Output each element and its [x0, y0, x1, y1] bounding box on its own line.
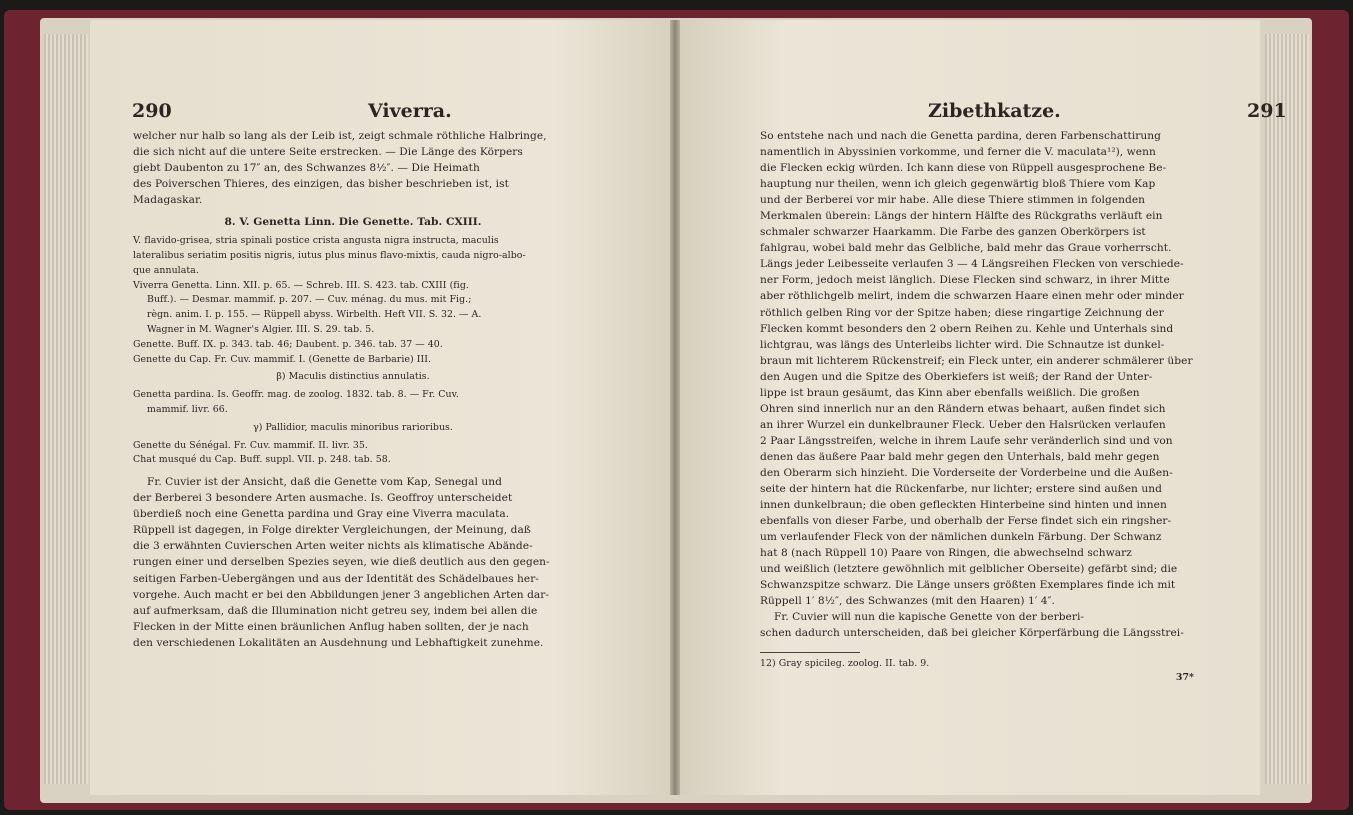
text-line: règn. anim. I. p. 155. — Rüppell abyss. Wirbelth. Heft VII. S. 32. — A.	[147, 309, 482, 321]
text-line: um verlaufender Fleck von der nämlichen dunkeln Färbung. Der Schwanz	[760, 531, 1162, 544]
text-line: hauptung nur theilen, wenn ich gleich gegenwärtig bloß Thiere vom Kap	[760, 178, 1156, 191]
text-line: schmaler schwarzer Haarkamm. Die Farbe des ganzen Oberkörpers ist	[760, 226, 1146, 239]
right-page-text	[760, 128, 1200, 686]
text-line: Madagaskar.	[133, 194, 203, 207]
text-line: den Oberarm sich hinzieht. Die Vorderseite der Vorderbeine und die Außen-	[760, 466, 1173, 479]
text-line: den verschiedenen Lokalitäten an Ausdehnung und Lebhaftigkeit zunehme.	[133, 636, 544, 649]
text-line: giebt Daubenton zu 17″ an, des Schwanzes 8½″. — Die Heimath	[133, 162, 480, 175]
text-line: mammif. livr. 66.	[147, 404, 228, 416]
text-line: innen dunkelbraun; die oben gefleckten Hinterbeine sind hinten und innen	[760, 499, 1167, 512]
text-line: So entstehe nach und nach die Genetta pardina, deren Farbenschattirung	[760, 130, 1161, 142]
text-line: Ohren sind innerlich nur an den Rändern etwas behaart, außen findet sich	[760, 402, 1166, 415]
text-line: lichtgrau, was längs des Unterleibs lichter wird. Die Schnautze ist dunkel-	[760, 338, 1165, 351]
text-line: Rüppell ist dagegen, in Folge direkter Vergleichungen, der Meinung, daß	[133, 524, 531, 537]
text-line: lippe ist braun gesäumt, das Kinn aber ebenfalls weißlich. Die großen	[760, 386, 1140, 399]
text-line: vorgehe. Auch macht er bei den Abbildungen jener 3 angeblichen Arten dar-	[133, 588, 550, 601]
right-page-number: 291	[1247, 100, 1287, 122]
text-line: den Augen und die Spitze des Oberkiefers ist weiß; der Rand der Unter-	[760, 370, 1153, 383]
text-line: rungen einer und derselben Spezies seyen, wie dieß deutlich aus den gegen-	[133, 556, 550, 569]
text-line: und weißlich (letztere gewöhnlich mit gelblicher Oberseite) gefärbt sind; die	[760, 563, 1178, 576]
footnote: 12) Gray spicileg. zoolog. II. tab. 9.	[760, 657, 930, 669]
text-line: Genetta pardina. Is. Geoffr. mag. de zoolog. 1832. tab. 8. — Fr. Cuv.	[133, 389, 459, 401]
book-gutter	[670, 20, 680, 795]
text-line: röthlich gelben Ring vor der Spitze haben; diese ringartige Zeichnung der	[760, 306, 1164, 319]
text-line: hat 8 (nach Rüppell 10) Paare von Ringen, die abwechselnd schwarz	[760, 547, 1132, 560]
page-edges-left	[44, 34, 88, 784]
text-line: seitigen Farben-Uebergängen und aus der Identität des Schädelbaues her-	[133, 572, 539, 585]
text-line: des Poiverschen Thieres, des einzigen, das bisher beschrieben ist, ist	[133, 178, 509, 191]
text-line: Wagner in M. Wagner's Algier. III. S. 29. tab. 5.	[147, 324, 375, 336]
text-line: γ) Pallidior, maculis minoribus rarioribus.	[253, 421, 453, 433]
footnote-rule	[760, 652, 860, 653]
text-line: lateralibus seriatim positis nigris, iutus plus minus flavo-mixtis, cauda nigro-albo-	[133, 250, 526, 262]
left-page-number: 290	[132, 100, 172, 122]
text-line: seite der hintern hat die Rückenfarbe, nur lichter; erstere sind außen und	[760, 483, 1162, 496]
text-line: und der Berberei vor mir habe. Alle diese Thiere stimmen in folgenden	[760, 194, 1146, 207]
text-line: die Flecken eckig würden. Ich kann diese von Rüppell ausgesprochene Be-	[760, 162, 1167, 175]
text-line: Flecken kommt besonders den 2 obern Reihen zu. Kehle und Unterhals sind	[760, 322, 1174, 335]
printer-signature: 37*	[1175, 672, 1194, 684]
text-line: Chat musqué du Cap. Buff. suppl. VII. p. 248. tab. 58.	[133, 454, 391, 466]
text-line: Fr. Cuvier ist der Ansicht, daß die Genette vom Kap, Senegal und	[147, 476, 502, 489]
text-line: V. flavido-grisea, stria spinali postice crista angusta nigra instructa, maculis	[133, 235, 499, 247]
right-running-title: Zibethkatze.	[928, 100, 1061, 122]
text-line: fahlgrau, wobei bald mehr das Gelbliche, bald mehr das Graue vorherrscht.	[760, 242, 1172, 255]
text-line: Rüppell 1′ 8½″, des Schwanzes (mit den Haaren) 1′ 4″.	[760, 595, 1055, 608]
text-line: die sich nicht auf die untere Seite erstrecken. — Die Länge des Körpers	[133, 146, 523, 159]
text-line: auf aufmerksam, daß die Illumination nicht getreu sey, indem bei allen die	[133, 604, 538, 617]
text-line: welcher nur halb so lang als der Leib ist, zeigt schmale röthliche Halbringe,	[133, 130, 547, 142]
text-line: β) Maculis distinctius annulatis.	[276, 371, 430, 383]
text-line: Schwanzspitze schwarz. Die Länge unsers größten Exemplares finde ich mit	[760, 579, 1176, 592]
text-line: braun mit lichterem Rückenstreif; ein Fleck unter, ein anderer schmälerer über	[760, 354, 1193, 367]
text-line: ebenfalls von dieser Farbe, und oberhalb der Ferse findet sich ein ringsher-	[760, 515, 1172, 528]
text-line: der Berberei 3 besondere Arten ausmache. Is. Geoffroy unterscheidet	[133, 492, 513, 505]
text-line: 8. V. Genetta Linn. Die Genette. Tab. CXIII.	[224, 216, 482, 229]
text-line: 2 Paar Längsstreifen, welche in ihrem Laufe sehr veränderlich sind und von	[760, 434, 1173, 447]
left-page-text	[133, 128, 573, 651]
text-line: Buff.). — Desmar. mammif. p. 207. — Cuv. ménag. du mus. mit Fig.;	[147, 294, 472, 306]
text-line: überdieß noch eine Genetta pardina und Gray eine Viverra maculata.	[133, 508, 510, 521]
text-line: que annulata.	[133, 264, 199, 276]
text-line: Flecken in der Mitte einen bräunlichen Anflug haben sollten, der je nach	[133, 620, 529, 633]
text-line: denen das äußere Paar bald mehr gegen den Unterhals, bald mehr gegen	[760, 450, 1160, 463]
left-running-title: Viverra.	[368, 100, 452, 122]
text-line: die 3 erwähnten Cuvierschen Arten weiter nichts als klimatische Abände-	[133, 540, 533, 553]
page-edges-right	[1265, 34, 1309, 784]
text-line: namentlich in Abyssinien vorkomme, und ferner die V. maculata¹²), wenn	[760, 146, 1156, 159]
text-line: an ihrer Wurzel ein dunkelbrauner Fleck. Ueber den Halsrücken verlaufen	[760, 418, 1166, 431]
text-line: Genette. Buff. IX. p. 343. tab. 46; Daubent. p. 346. tab. 37 — 40.	[133, 338, 443, 350]
text-line: schen dadurch unterscheiden, daß bei gleicher Körperfärbung die Längsstrei-	[760, 627, 1184, 640]
text-line: Viverra Genetta. Linn. XII. p. 65. — Schreb. III. S. 423. tab. CXIII (fig.	[133, 279, 469, 291]
text-line: Fr. Cuvier will nun die kapische Genette von der berberi-	[774, 611, 1085, 624]
text-line: ner Form, jedoch meist länglich. Diese Flecken sind schwarz, in ihrer Mitte	[760, 274, 1170, 287]
text-line: aber röthlichgelb melirt, indem die schwarzen Haare einen mehr oder minder	[760, 290, 1184, 303]
text-line: Längs jeder Leibesseite verlaufen 3 — 4 Längsreihen Flecken von verschiede-	[760, 258, 1184, 271]
text-line: Genette du Cap. Fr. Cuv. mammif. I. (Genette de Barbarie) III.	[133, 353, 431, 365]
text-line: Genette du Sénégal. Fr. Cuv. mammif. II. livr. 35.	[133, 439, 368, 451]
text-line: Merkmalen überein: Längs der hintern Hälfte des Rückgraths verläuft ein	[760, 210, 1163, 223]
